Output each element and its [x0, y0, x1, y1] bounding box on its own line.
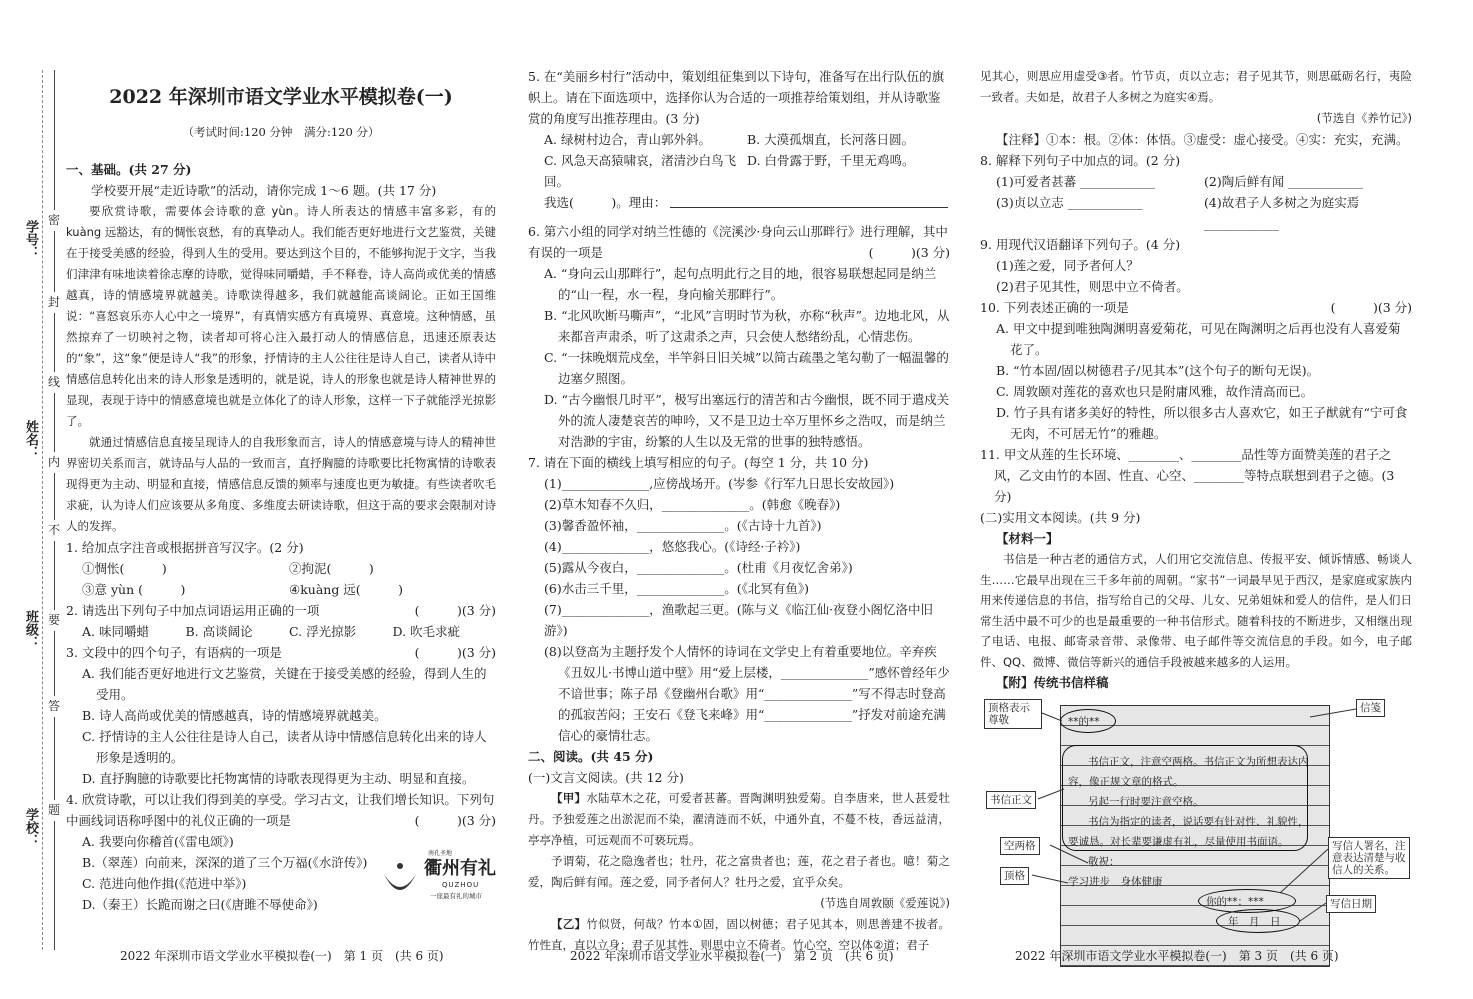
callout-two-spaces: 空两格	[1000, 837, 1040, 855]
letter-wishes: 学习进步 身体健康	[1068, 876, 1163, 888]
question-2	[66, 600, 496, 621]
passage-paragraph: 予谓菊，花之隐逸者也；牡丹，花之富贵者也；莲，花之君子者也。噫！菊之爱，陶后鲜有闻。莲之爱，同予者何人？牡丹之爱，宜乎众矣。	[528, 854, 950, 889]
seal-word: 线	[48, 372, 60, 393]
seal-word: 答	[48, 696, 60, 717]
question-stem: 10. 下列表述正确的一项是	[980, 300, 1129, 315]
q9-item: (2)君子见其性，则思中立不倚者。	[996, 279, 1189, 294]
practical-reading-heading: (二)实用文本阅读。(共 9 分)	[980, 510, 1141, 525]
question-9	[980, 234, 1412, 297]
exam-title: 2022 年深圳市语文学业水平模拟卷(一)	[109, 86, 453, 108]
letter-signature: 你的**：***	[1206, 896, 1264, 908]
activity-intro: 学校要开展“走近诗歌”的活动，请你完成 1～6 题。(共 17 分)	[91, 183, 437, 198]
answer-bracket: ( )(3 分)	[414, 813, 496, 828]
question-11[interactable]: 11. 甲文从莲的生长环境、________、________品性等方面赞美莲的君子之风，乙文由竹的本固、性直、心空、________等特点联想到君子之德。(3 分)	[980, 447, 1395, 504]
q8-item[interactable]: (3)贞以立志 ____________	[996, 195, 1143, 210]
page-3	[980, 66, 1412, 971]
logo-slogan: 一座最有礼的城市	[430, 892, 482, 900]
callout-connectors	[980, 699, 1412, 971]
binding-gutter	[0, 70, 66, 950]
class-label: 班级：	[23, 610, 38, 649]
fill-blank[interactable]: (1)______________,应傍战场开。(岑参《行军九日思长安故园》)	[544, 476, 895, 491]
callout-signature-note: 写信人署名，注意表达清楚与收信人的关系。	[1328, 837, 1410, 879]
question-10	[980, 297, 1412, 318]
passage-jia: 【甲】水陆草木之花，可爱者甚蕃。晋陶渊明独爱菊。自李唐来，世人甚爱牡丹。予独爱莲之出淤泥而不染，濯清涟而不妖，中通外直，不蔓不枝，香远益清，亭亭净植，可远观而不可亵玩焉。	[528, 791, 951, 847]
option-c: C. “一抹晚烟荒戍垒，半竿斜日旧关城”以简古疏墨之笔勾勒了一幅温馨的边塞夕照图。	[544, 350, 949, 386]
option-d: D. 竹子具有诸多美好的特性，所以很多古人喜欢它，如王子猷就有“宁可食无肉，不可居无竹”的雅趣。	[996, 405, 1408, 441]
letter-line: 容，像正规文章的格式。	[1068, 776, 1184, 788]
exam-subtitle: （考试时间:120 分钟 满分:120 分）	[182, 125, 380, 139]
answer-bracket: ( )(3 分)	[868, 245, 950, 260]
seal-word: 不	[48, 520, 60, 541]
fill-blank[interactable]: (2)草木知春不久归，______________。(韩愈《晚春》)	[544, 497, 841, 512]
letter-line: 书信正文，注意空两格。书信正文为所想表达内	[1088, 756, 1309, 768]
annotation-notes: 【注释】①本：根。②体：体悟。③虚受：虚心接受。④实：充实，充满。	[996, 132, 1409, 147]
callout-letter-body: 书信正文	[986, 791, 1036, 809]
question-stem: 4. 欣赏诗歌，可以让我们得到美的享受。学习古文，让我们增长知识。下列句中画线词语称呼图中的礼仪正确的一项是	[66, 792, 495, 828]
q1-item: ③意 yùn ( )	[82, 582, 186, 597]
letter-closing: 敬祝：	[1088, 856, 1120, 868]
material-1-label: 【材料一】	[996, 531, 1059, 546]
option-a: A. 绿树村边合，青山郭外斜。	[544, 132, 711, 147]
fill-blank[interactable]: (4)______________，悠悠我心。(《诗经·子衿》)	[544, 539, 801, 554]
q1-item: ④kuàng 远( )	[289, 582, 404, 597]
quzhou-logo	[380, 850, 496, 910]
question-7	[528, 452, 950, 746]
option-d: D. 白骨露于野，千里无鸡鸣。	[747, 153, 915, 168]
option-d: D. 直抒胸臆的诗歌要比托物寓情的诗歌表现得更为主动、明显和直接。	[82, 771, 475, 786]
fill-blank[interactable]: (3)馨香盈怀袖，______________。(《古诗十九首》)	[544, 518, 822, 533]
seal-word: 密	[48, 210, 60, 231]
passage-label: 【甲】	[551, 791, 587, 805]
passage-paragraph: 就通过情感信息直接呈现诗人的自我形象而言，诗人的情感意境与诗人的精神世界密切关系而言，就诗品与人品的一致而言，直抒胸臆的诗歌要比托物寓情的诗歌表现得更为主动、明显和直接，情感信息反馈的频率与速度也更为敏捷。有些读者吹毛求疵，认为诗人们应该要从多角度、多维度去研读诗歌，但这于高的要求会限制对诗人的发挥。	[66, 435, 496, 533]
passage-source: (节选自周敦颐《爱莲说》)	[820, 896, 950, 910]
question-8	[980, 150, 1412, 234]
question-3	[66, 642, 496, 663]
option-b: B. “竹本固/固以树德君子/见其本”(这个句子的断句无误)。	[996, 363, 1320, 378]
callout-top-respect: 顶格表示尊敬	[984, 699, 1042, 729]
option-c: C. 抒情诗的主人公往往是诗人自己，读者从诗中情感信息转化出来的诗人形象是透明的。	[82, 729, 487, 765]
option-a: A. “身向云山那畔行”，起句点明此行之目的地，很容易联想起同是纳兰的“山一程，水一程，身向榆关那畔行”。	[544, 266, 937, 302]
logo-english: QUZHOU	[442, 881, 480, 889]
question-stem: 2. 请选出下列句子中加点词语运用正确的一项	[66, 603, 320, 618]
section-reading-heading: 二、阅读。(共 45 分)	[528, 749, 654, 764]
fill-blank[interactable]: (7)______________，渔歌起三更。(陈与义《临江仙·夜登小阁忆洛中旧游》)	[544, 602, 934, 638]
question-stem: 8. 解释下列句子中加点的词。(2 分)	[980, 153, 1181, 168]
fill-blank[interactable]: (5)露从今夜白，______________。(杜甫《月夜忆舍弟》)	[544, 560, 853, 575]
logo-name: 衢州有礼	[424, 858, 496, 879]
passage-source: (节选自《养竹记》)	[1316, 111, 1412, 125]
q9-item: (1)莲之爱，同予者何人？	[996, 258, 1139, 273]
student-name-label: 姓名：	[23, 420, 38, 459]
option-d: D. “古今幽恨几时平”，极写出塞远行的清苦和古今幽恨，既不同于遣戍关外的流人凄楚哀苦的呻吟，又不是卫边士卒万里怀乡之浩叹，而是纳兰对浩渺的宇宙，纷繁的人生以及无常的世事的独特感悟。	[544, 392, 950, 449]
fill-blank[interactable]: (6)水击三千里，______________。(《北冥有鱼》)	[544, 581, 809, 596]
letter-line: 另起一行时要注意空格。	[1088, 796, 1204, 808]
q1-item: ②拘泥( )	[289, 561, 374, 576]
letter-date: 年 月 日	[1228, 916, 1281, 928]
answer-bracket: ( )(3 分)	[414, 645, 496, 660]
q8-item[interactable]: (1)可爱者甚蕃 ____________	[996, 174, 1156, 189]
answer-line[interactable]	[670, 192, 948, 208]
option-b: B. “北风吹断马嘶声”，“北风”言明时节为秋，亦称“秋声”。边地北风，从来都音声肃杀，听了这肃杀之声，只会使人愁绪纷乱，心情悲伤。	[544, 308, 950, 344]
option-a: A. 甲文中提到唯独陶渊明喜爱菊花，可见在陶渊明之后再也没有人喜爱菊花了。	[996, 321, 1401, 357]
option-b: B. 高谈阔论	[185, 624, 253, 639]
student-id-label: 学号：	[23, 220, 38, 259]
option-a: A. 味同嚼蜡	[82, 624, 149, 639]
letter-greeting: **的**	[1068, 716, 1100, 728]
seal-word: 要	[48, 610, 60, 631]
option-b: B. 大漠孤烟直，长河落日圆。	[747, 132, 915, 147]
seal-word: 题	[48, 800, 60, 821]
option-a: A. 我们能否更好地进行文艺鉴赏，关键在于接受美感的经验，得到人生的受用。	[82, 666, 487, 702]
logo-tag: 南孔圣地	[428, 850, 453, 857]
callout-date: 写信日期	[1326, 895, 1376, 913]
letter-line: 书信为指定的读者，说话要有针对性、礼貌性，	[1088, 816, 1309, 828]
school-label: 学校：	[23, 808, 38, 847]
option-d: D.（秦王）长跪而谢之曰(《唐雎不辱使命》)	[82, 897, 318, 912]
page-footer: 2022 年深圳市语文学业水平模拟卷(一) 第 1 页 (共 6 页)	[120, 949, 444, 963]
option-c: C. 浮光掠影	[289, 624, 357, 639]
passage-yi-continued: 见其心，则思应用虚受③者。竹节贞，贞以立志；君子见其节，则思砥砺名行，夷险一致者。夫如是，故君子人多树之为庭实④焉。	[980, 69, 1412, 104]
fill-blank[interactable]: (8)以登高为主题抒发个人情怀的诗词在文学史上有着重要地位。辛弃疾《丑奴儿·书博山道中壁》用“爱上层楼，______________”感怀曾经年少不谙世事；陈子昂《登幽州台歌》用“______________”写不得志时登高的孤寂苦闷；王安石《登飞来峰》用“______________”抒发对前途充满信心的豪情壮志。	[544, 644, 950, 743]
seal-word: 内	[48, 452, 60, 473]
answer-bracket: ( )(3 分)	[414, 603, 496, 618]
answer-prompt: 我选( )。理由：	[544, 195, 667, 210]
q8-item[interactable]: (2)陶后鲜有闻 ____________	[1204, 174, 1364, 189]
option-d: D. 吹毛求疵	[392, 624, 461, 639]
page-1	[66, 66, 496, 915]
option-c: C. 风急天高猿啸哀，渚清沙白鸟飞回。	[544, 153, 737, 189]
passage-yi: 【乙】竹似贤，何哉？竹本①固，固以树德；君子见其本，则思善建不拔者。竹性直，直以立身；君子见其性，则思中立不倚者。竹心空，空以体②道；君子	[528, 917, 951, 952]
classical-reading-heading: (一)文言文阅读。(共 12 分)	[528, 770, 684, 785]
question-stem: 6. 第六小组的同学对纳兰性德的《浣溪沙·身向云山那畔行》进行理解，其中有误的一项是	[528, 224, 948, 260]
material-1-text: 书信是一种古老的通信方式，人们用它交流信息、传报平安、倾诉情感、畅谈人生……它最早出现在三千多年前的周朝。“家书”一词最早见于西汉，是家庭或家族内用来传递信息的书信，指写给自己的父母、儿女、兄弟姐妹和爱人的信件，是人们日常生活中最不可少的也是最重要的一种书信形式。随着科技的不断进步，又相继出现了电话、电报、邮寄录音带、录像带、电子邮件等交流信息的手段。如今，电子邮件、QQ、微博、微信等新兴的通信手段被越来越多的人运用。	[980, 552, 1412, 669]
appendix-label: 【附】传统书信样稿	[996, 675, 1109, 690]
page-footer: 2022 年深圳市语文学业水平模拟卷(一) 第 2 页 (共 6 页)	[570, 949, 894, 963]
question-4	[66, 789, 496, 831]
callout-letter-paper: 信笺	[1356, 699, 1385, 717]
question-1	[66, 537, 496, 600]
question-stem: 7. 请在下面的横线上填写相应的句子。(每空 1 分，共 10 分)	[528, 455, 869, 470]
option-a: A. 我要向你稽首(《雷电颂》)	[82, 834, 234, 849]
question-stem: 1. 给加点字注音或根据拼音写汉字。(2 分)	[66, 540, 304, 555]
question-stem: 3. 文段中的四个句子，有语病的一项是	[66, 645, 282, 660]
question-5	[528, 66, 950, 213]
page-footer: 2022 年深圳市语文学业水平模拟卷(一) 第 3 页 (共 6 页)	[1015, 949, 1339, 963]
option-b: B.（翠莲）向前来，深深的道了三个万福(《水浒传》)	[82, 855, 368, 870]
page-2	[528, 66, 950, 956]
question-6	[528, 221, 950, 263]
question-stem: 9. 用现代汉语翻译下列句子。(4 分)	[980, 237, 1181, 252]
section-basics-heading: 一、基础。(共 27 分)	[66, 162, 192, 177]
option-b: B. 诗人高尚或优美的情感越真，诗的情感境界就越美。	[82, 708, 387, 723]
q1-item: ①惆怅( )	[82, 561, 167, 576]
q8-item[interactable]: (4)故君子人多树之为庭实焉 ____________	[1204, 195, 1360, 231]
passage-paragraph: 要欣赏诗歌，需要体会诗歌的意 yùn。诗人所表达的情感丰富多彩，有的 kuàng 远豁达，有的惆怅哀愁，有的真挚动人。我们能否更好地进行文艺鉴赏，关键在于接受美感的经验，得到人生的受用。要达到这个目的，不能够拘泥于文字，当我们津津有味地读着徐志摩的诗歌，觉得味同嚼蜡，手不释卷，诗人高尚或优美的情感越真，诗的情感境界就越美。诗歌读得越多，我们就越能高谈阔论。正如王国维说：“喜怒哀乐亦人心中之一境界”，有真情实感方有真境界、真意境。这种情感，虽然掠弃了一切映衬之物，读者却可将心注入最打动人的情感信息，迅速还原表达的“象”，这“象”便是诗人“我”的形象，抒情诗的主人公往往是诗人自己，读者从诗中情感信息转化出来的诗人形象是透明的，就是说，诗人的形象也就是诗人精神世界的显现，表现于诗中的情感意境也就是立体化了的诗人形象，这样一下子就能浮光掠影了。	[66, 204, 496, 428]
option-c: C. 周敦颐对莲花的喜欢也只是附庸风雅，故作清高而已。	[996, 384, 1314, 399]
passage-label: 【乙】	[551, 917, 587, 931]
logo-mark-icon	[380, 860, 420, 900]
answer-bracket: ( )(3 分)	[1330, 300, 1412, 315]
letter-line: 要诚恳。对长辈要谦虚有礼，尽量使用书面语。	[1068, 836, 1289, 848]
seal-dashed-line	[42, 70, 43, 950]
option-c: C. 范进向他作揖(《范进中举》)	[82, 876, 247, 891]
seal-word: 封	[48, 292, 60, 313]
question-stem: 5. 在“美丽乡村行”活动中，策划组征集到以下诗句，准备写在出行队伍的旗帜上。请在下面选项中，选择你认为合适的一项推荐给策划组，并从诗歌鉴赏的角度写出推荐理由。(3 分)	[528, 69, 945, 126]
letter-sample-figure	[980, 699, 1412, 971]
callout-flush-left: 顶格	[1000, 867, 1029, 885]
